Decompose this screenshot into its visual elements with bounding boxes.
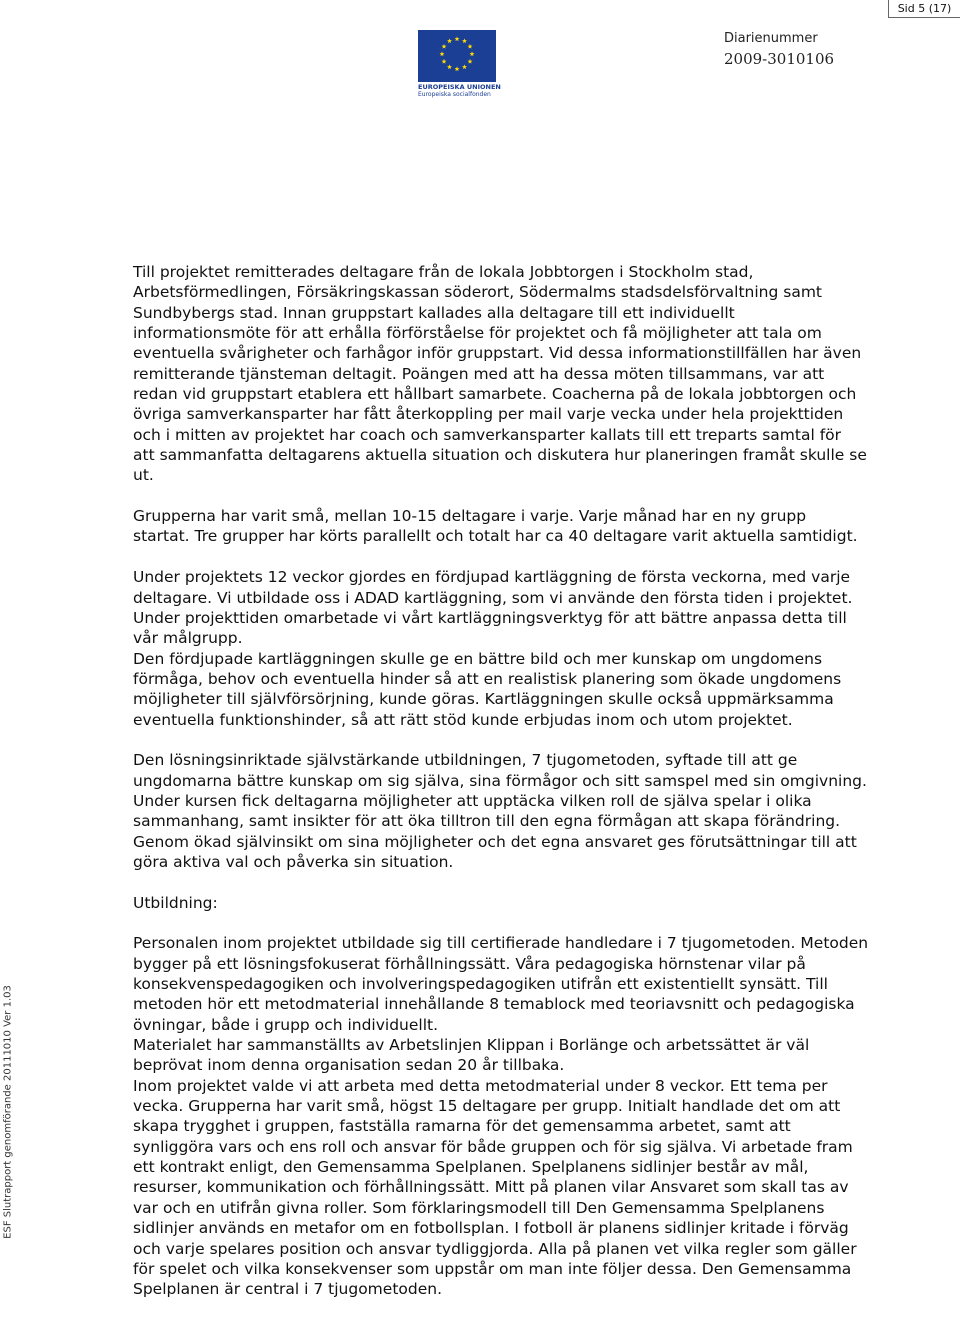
text-line: Utbildning: (133, 893, 218, 912)
text-line: Genom ökad självinsikt om sina möjligheter och det egna ansvaret ges förutsättningar till att (133, 832, 857, 851)
text-line: remitterande tjänsteman deltagit. Poängen med att ha dessa möten tillsammans, var att (133, 364, 825, 383)
text-line: var och en utifrån givna roller. Som förklaringsmodell till Den Gemensamma Spelplanens (133, 1198, 825, 1217)
footer-version-text: ESF Slutrapport genomförande 20111010 Ver 1.03 (2, 985, 14, 1239)
text-line: Grupperna har varit små, mellan 10-15 deltagare i varje. Varje månad har en ny grupp (133, 507, 807, 526)
logo-line-1: EUROPEISKA UNIONEN (418, 83, 501, 91)
text-line: Sundbybergs stad. Innan gruppstart kallades alla deltagare till ett individuellt (133, 303, 735, 322)
text-line: startat. Tre grupper har körts parallellt och totalt har ca 40 deltagare varit aktuella samtidigt. (133, 527, 858, 546)
document-body (133, 262, 945, 1320)
page-number-box (888, 0, 960, 18)
text-line: Materialet har sammanställts av Arbetslinjen Klippan i Borlänge och arbetssättet är väl (133, 1036, 810, 1055)
text-line: göra aktiva val och påverka sin situation. (133, 852, 454, 871)
text-line: Till projektet remitterades deltagare från de lokala Jobbtorgen i Stockholm stad, (133, 263, 754, 281)
text-line: Personalen inom projektet utbildade sig till certifierade handledare i 7 tjugometoden. Metoden (133, 934, 869, 953)
text-line: informationsmöte för att erhålla förförståelse för projektet och få möjligheter att tala om (133, 324, 822, 343)
text-line: vecka. Grupperna har varit små, högst 15 deltagare per grupp. Initialt handlade det om att (133, 1097, 841, 1116)
eu-logo (418, 30, 500, 98)
text-line: Spelplanen är central i 7 tjugometoden. (133, 1280, 443, 1299)
text-line: metoden hör ett metodmaterial innehållande 8 temablock med teoriavsnitt och pedagogiska (133, 995, 855, 1014)
text-line: och i mitten av projektet har coach och samverkansparter kallats till ett treparts samtal för (133, 425, 842, 444)
page-number: Sid 5 (17) (897, 2, 952, 15)
text-line: för spelet och vilka konsekvenser som uppstår om man inte följer dessa. Den Gemensamma (133, 1259, 852, 1278)
text-line: resurser, kommunikation och förhållningssätt. Mitt på planen vilar Ansvaret som skall tas av (133, 1178, 849, 1197)
diarie-block (724, 30, 834, 70)
eu-flag-icon (418, 30, 496, 82)
text-line: ungdomarna bättre kunskap om sig själva, sina förmågor och sitt samspel med sin omgivning. (133, 771, 867, 790)
text-line: beprövat inom denna organisation sedan 20 år tillbaka. (133, 1056, 565, 1075)
diarie-number: 2009-3010106 (724, 50, 835, 68)
paragraph (133, 893, 945, 913)
text-line: eventuella svårigheter och farhågor inför gruppstart. Vid dessa informationstillfällen har även (133, 344, 862, 363)
text-line: övningar, både i grupp och individuellt. (133, 1015, 439, 1034)
diarie-label: Diarienummer (724, 31, 818, 46)
text-line: att sammanfatta deltagarens aktuella situation och diskutera hur planeringen framåt skulle se (133, 446, 867, 465)
text-line: möjligheter till självförsörjning, kunde göras. Kartläggningen skulle också uppmärksamma (133, 690, 834, 709)
text-line: Arbetsförmedlingen, Försäkringskassan söderort, Södermalms stadsdelsförvaltning samt (133, 283, 823, 302)
paragraph (133, 750, 945, 872)
text-line: sammanhang, samt insikter för att öka tilltron till den egna förmågan att skapa förändring. (133, 812, 841, 831)
text-line: sidlinjer används en metafor om en fotbollsplan. I fotboll är planens sidlinjer kritade i förväg (133, 1219, 849, 1238)
text-line: eventuella funktionshinder, så att rätt stöd kunde erbjudas inom och utom projektet. (133, 710, 793, 729)
text-line: Under kursen fick deltagarna möjligheter att upptäcka vilken roll de själva spelar i olika (133, 791, 812, 810)
text-line: Inom projektet valde vi att arbeta med detta metodmaterial under 8 veckor. Ett tema per (133, 1076, 828, 1095)
text-line: Under projekttiden omarbetade vi vårt kartläggningsverktyg för att bättre anpassa detta till (133, 608, 847, 627)
text-line: Den fördjupade kartläggningen skulle ge en bättre bild och mer kunskap om ungdomens (133, 649, 823, 668)
text-line: redan vid gruppstart etablera ett hållbart samarbete. Coacherna på de lokala jobbtorgen och (133, 385, 857, 404)
paragraph (133, 506, 945, 547)
text-line: Den lösningsinriktade självstärkande utbildningen, 7 tjugometoden, syftade till att ge (133, 751, 798, 770)
text-line: vår målgrupp. (133, 629, 243, 648)
text-line: Under projektets 12 veckor gjordes en fördjupad kartläggning de första veckorna, med varje (133, 568, 851, 587)
text-line: skapa trygghet i gruppen, fastställa ramarna för det gemensamma arbetet, samt att (133, 1117, 791, 1136)
paragraph (133, 262, 945, 486)
text-line: förmåga, behov och eventuella hinder så att en realistisk planering som ökade ungdomens (133, 669, 842, 688)
text-line: konsekvenspedagogiken och involveringspedagogiken utifrån ett existentiellt synsätt. Till (133, 975, 828, 994)
text-line: deltagare. Vi utbildade oss i ADAD kartläggning, som vi använde den första tiden i projektet. (133, 588, 853, 607)
text-line: övriga samverkansparter har fått återkoppling per mail varje vecka under hela projekttiden (133, 405, 844, 424)
text-line: ut. (133, 466, 154, 485)
text-line: synliggöra vars och ens roll och ansvar för både gruppen och för sig själva. Vi arbetade fram (133, 1137, 853, 1156)
vertical-footer (0, 932, 16, 1292)
text-line: och varje spelares position och ansvar tydliggjorda. Alla på planen vet vilka regler som gäller (133, 1239, 857, 1258)
text-line: ett kontrakt enligt, den Gemensamma Spelplanen. Spelplanens sidlinjer består av mål, (133, 1158, 809, 1177)
text-line: bygger på ett lösningsfokuserat förhållningssätt. Våra pedagogiska hörnstenar vilar på (133, 954, 806, 973)
paragraph (133, 933, 945, 1299)
paragraph (133, 567, 945, 730)
logo-line-2: Europeiska socialfonden (418, 91, 491, 98)
